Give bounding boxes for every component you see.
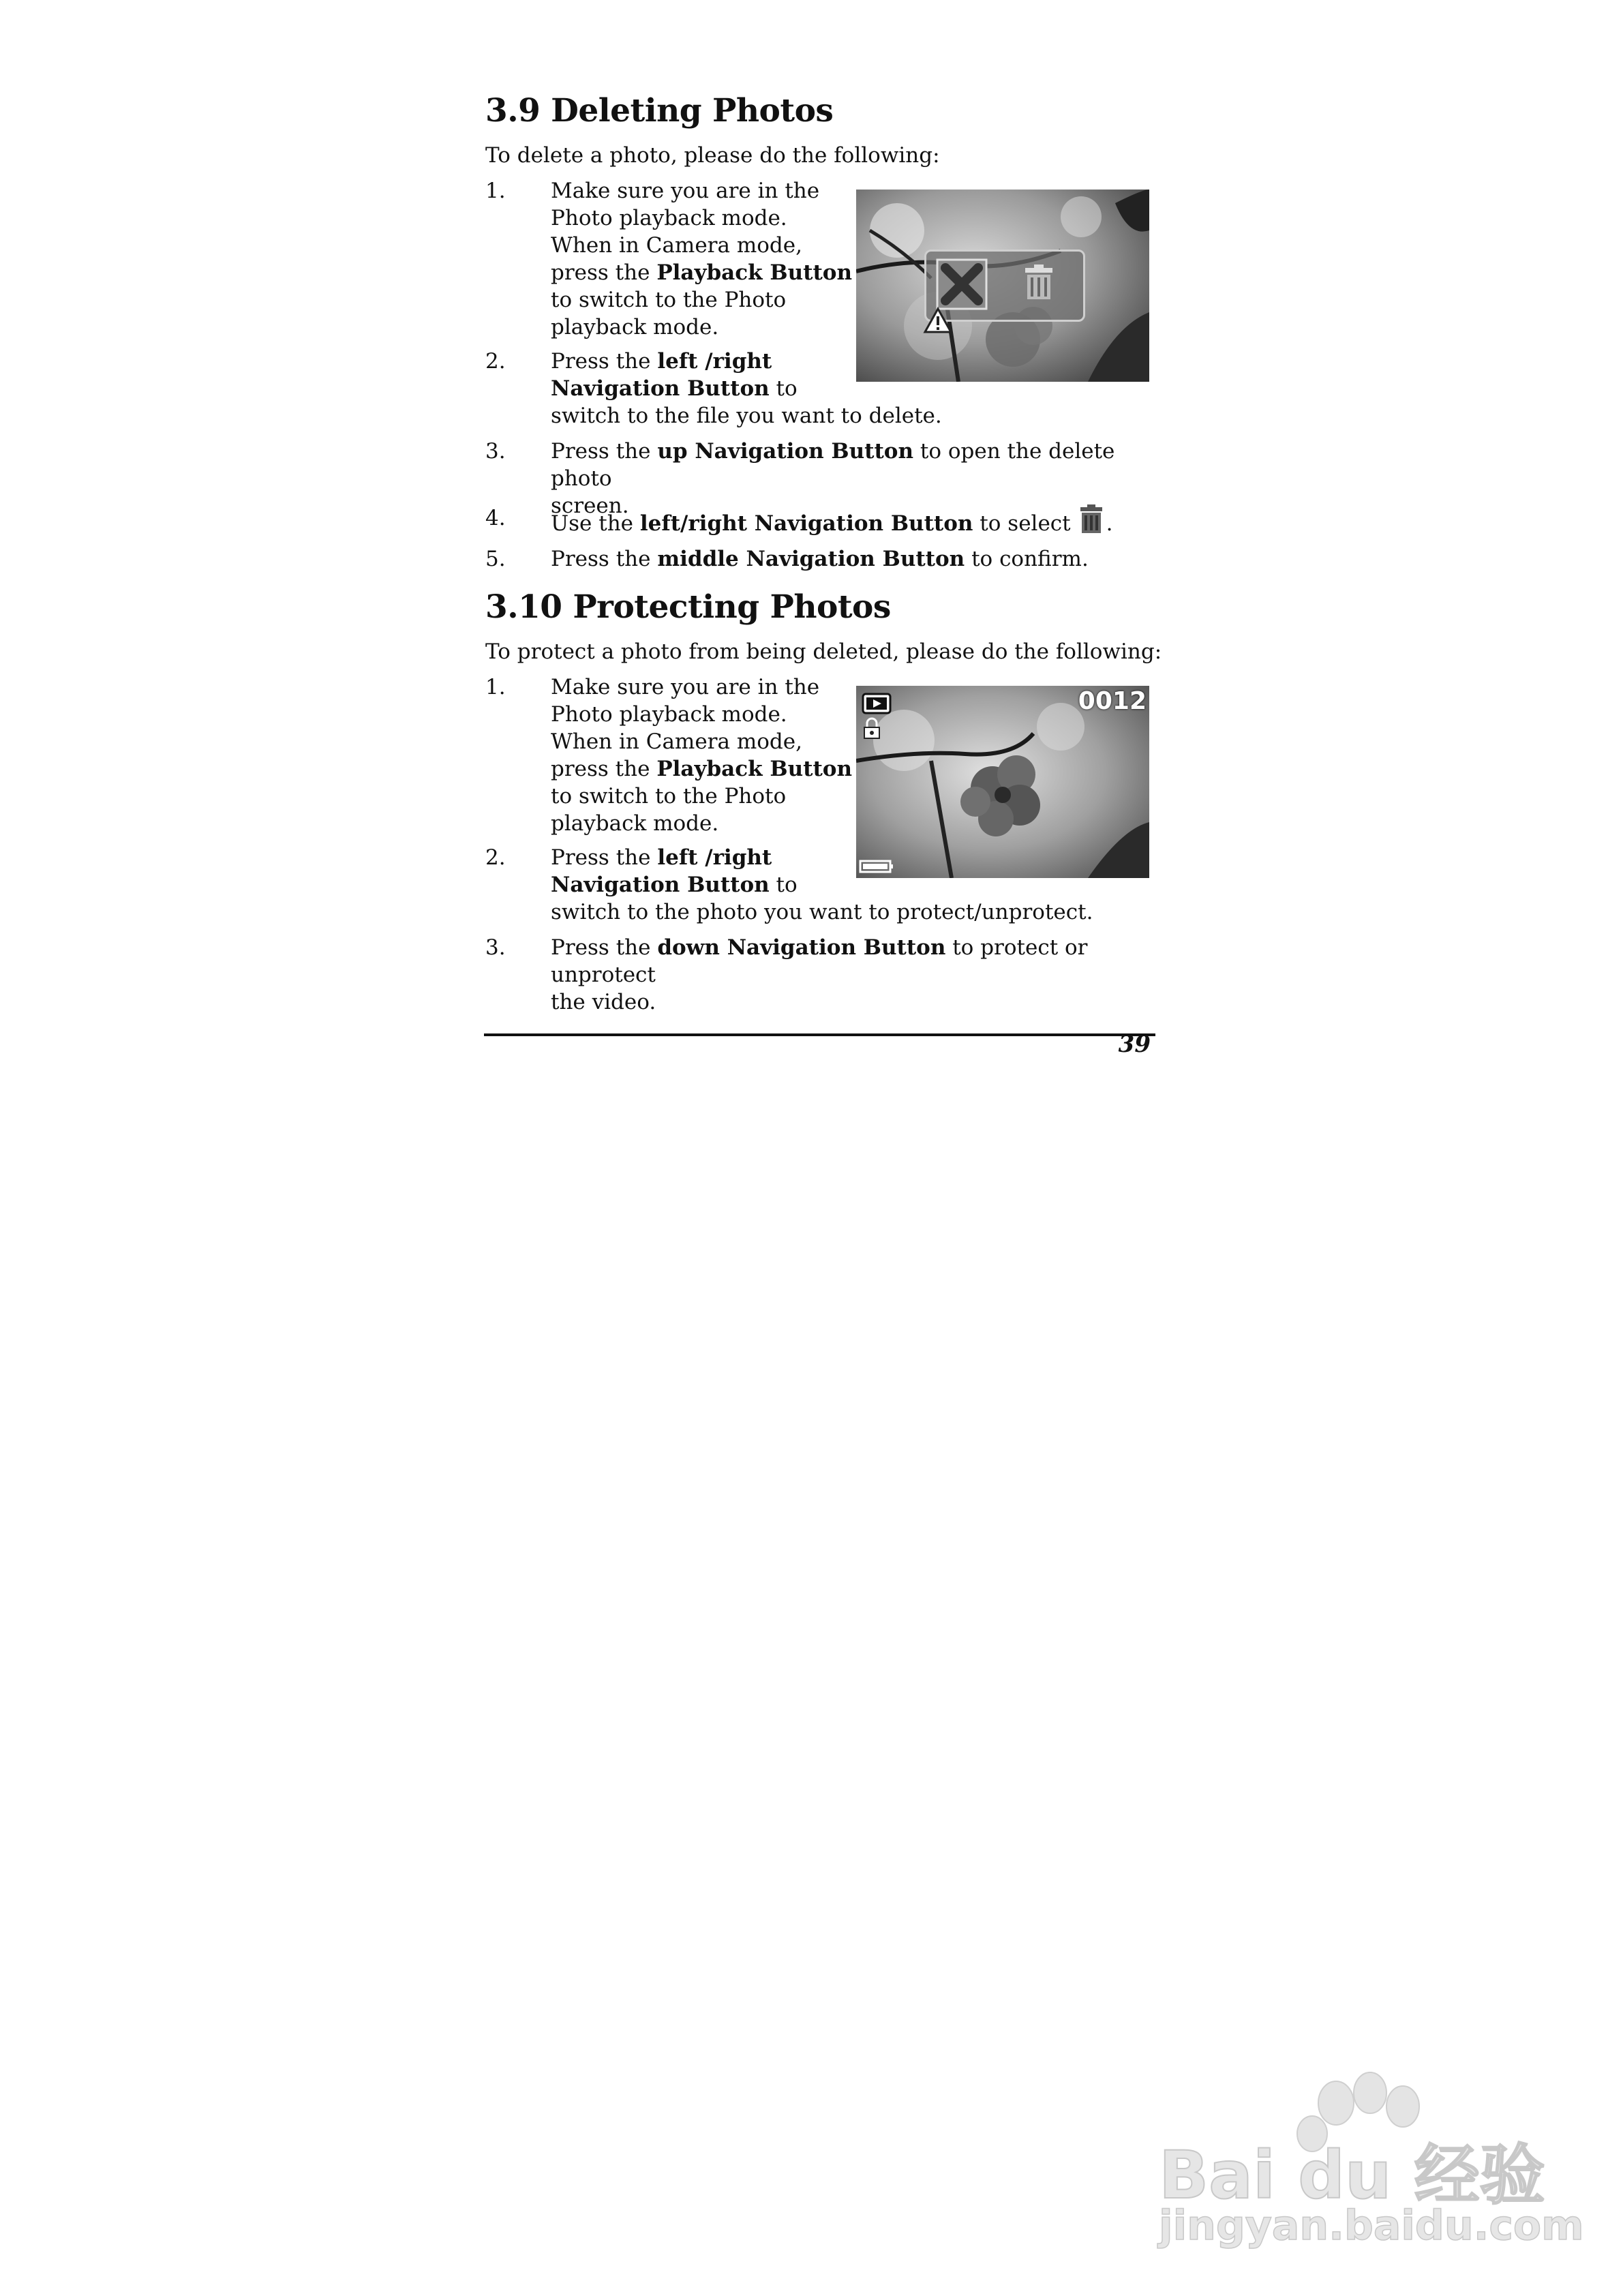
step-number: 3. <box>485 935 506 960</box>
playback-icon <box>862 693 892 714</box>
step-line: Navigation Button to <box>551 873 798 897</box>
delete-x-icon[interactable] <box>936 258 988 310</box>
section-intro-protecting: To protect a photo from being deleted, please do the following: <box>485 639 1162 664</box>
step-line: Navigation Button to <box>551 376 798 401</box>
step-line: Photo playback mode. <box>551 206 787 230</box>
step-line: to switch to the Photo <box>551 784 787 809</box>
watermark-url: jingyan.baidu.com <box>1159 2202 1584 2250</box>
delete-step-1 <box>485 177 894 341</box>
step-line: Make sure you are in the <box>551 179 820 203</box>
delete-step-4: 4. Use the left/right Navigation Button to select . <box>485 506 1113 536</box>
baidu-watermark <box>1159 2055 1584 2260</box>
battery-icon <box>859 859 894 874</box>
section-title-protecting: 3.10 Protecting Photos <box>485 588 891 626</box>
step-number: 2. <box>485 349 506 374</box>
section-intro-deleting: To delete a photo, please do the following: <box>485 143 940 168</box>
delete-screen-photo <box>856 190 1149 382</box>
trash-icon <box>1076 504 1106 534</box>
step-line: press the Playback Button <box>551 757 853 781</box>
step-line: Press the up Navigation Button to open the delete photo <box>551 439 1115 491</box>
step-line: Press the down Navigation Button to protect or unprotect <box>551 935 1088 987</box>
footer-rule <box>484 1033 1155 1036</box>
step-number: 2. <box>485 845 506 870</box>
delete-step-5: 5. Press the middle Navigation Button to confirm. <box>485 547 1089 571</box>
delete-step-3 <box>485 438 1167 518</box>
protect-step-1 <box>485 674 894 837</box>
step-line: When in Camera mode, <box>551 233 802 258</box>
step-line: playback mode. <box>551 315 719 339</box>
step-line: press the Playback Button <box>551 260 853 285</box>
step-line: Make sure you are in the <box>551 675 820 699</box>
step-number: 3. <box>485 439 506 464</box>
page-number: 39 <box>1118 1031 1151 1058</box>
step-number: 5. <box>485 547 506 571</box>
step-line: playback mode. <box>551 811 719 836</box>
step-number: 4. <box>485 506 506 530</box>
step-line: switch to the file you want to delete. <box>551 404 942 428</box>
step-line: When in Camera mode, <box>551 729 802 754</box>
step-line: Press the left /right <box>551 845 772 870</box>
protect-screen-photo <box>856 686 1149 878</box>
step-line: the video. <box>551 990 656 1014</box>
trash-icon[interactable] <box>1022 264 1056 302</box>
lock-icon <box>862 717 882 740</box>
watermark-brand: Bai du 经验 <box>1159 2137 1545 2214</box>
step-number: 1. <box>485 675 506 699</box>
step-line: to switch to the Photo <box>551 288 787 312</box>
step-line: switch to the photo you want to protect/unprotect. <box>551 900 1093 924</box>
photo-counter: 0012 <box>1078 687 1147 715</box>
section-title-deleting: 3.9 Deleting Photos <box>485 92 834 130</box>
step-line: screen. <box>551 494 629 518</box>
warning-icon <box>923 307 953 334</box>
protect-step-3 <box>485 934 1167 1014</box>
step-line: Press the left /right <box>551 349 772 374</box>
step-line: Photo playback mode. <box>551 702 787 727</box>
step-number: 1. <box>485 179 506 203</box>
